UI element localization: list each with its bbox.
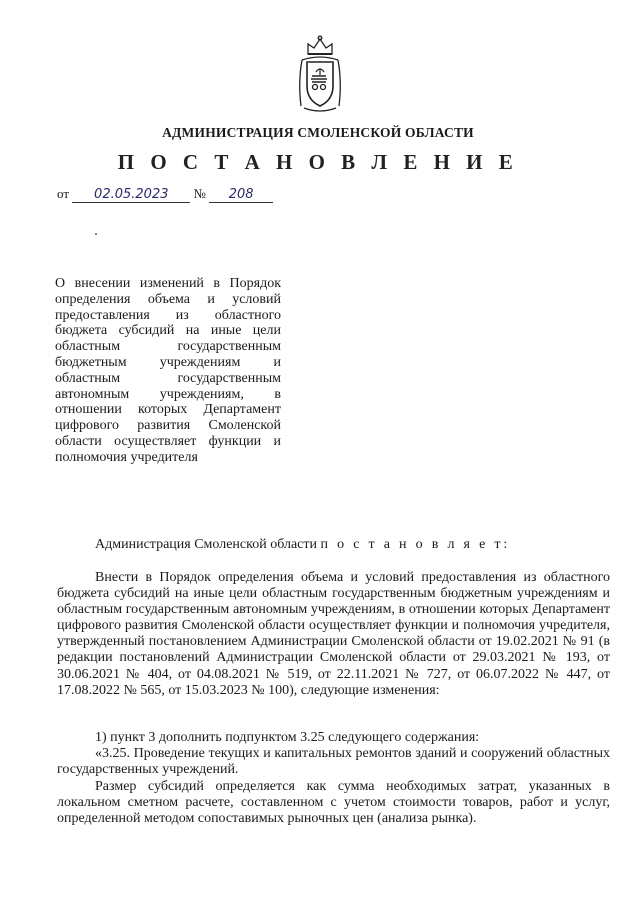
body-paragraph: 1) пункт 3 дополнить подпунктом 3.25 следующего содержания: — [95, 730, 480, 745]
document-title: О внесении изменений в Порядок определения объема и условий предоставления из областного бюджета субсидий на иные цели областным государственным бюджетным учреждениям и областным государственным автономным учреждениям, в отношении которых Департамент цифрового развития Смоленской области осуществляет функции и полномочия учредителя — [55, 276, 281, 465]
intro-line — [95, 537, 510, 553]
number-prefix: № — [193, 186, 206, 201]
body-paragraph: Внести в Порядок определения объема и условий предоставления из областного бюджета субсидий на иные цели областным государственным бюджетным учреждениям и областным государственным автономным учреждениям, в отношении которых Департамент цифрового развития Смоленской области осуществляет функции и полномочия учредителя, утвержденный постановлением Администрации Смоленской области от 19.02.2021 № 91 (в редакции постановлений Администрации Смоленской области от 29.03.2021 № 193, от 30.06.2021 № 404, от 04.08.2021 № 519, от 22.11.2021 № 727, от 06.07.2022 № 447, от 17.08.2022 № 565, от 15.03.2023 № 100), следующие изменения: — [57, 570, 610, 698]
document-number: 208 — [209, 188, 273, 203]
intro-action: п о с т а н о в л я е т: — [320, 537, 511, 552]
document-number-line — [57, 186, 273, 203]
organization-name: АДМИНИСТРАЦИЯ СМОЛЕНСКОЙ ОБЛАСТИ — [162, 125, 474, 140]
document-date: 02.05.2023 — [72, 188, 190, 203]
smolensk-coat-of-arms-icon — [294, 34, 346, 114]
document-type: П О С Т А Н О В Л Е Н И Е — [117, 150, 519, 174]
intro-lead: Администрация Смоленской области — [95, 537, 318, 552]
body-paragraph: «3.25. Проведение текущих и капитальных ремонтов зданий и сооружений областных государственных учреждений. — [57, 746, 610, 778]
date-prefix: от — [57, 186, 70, 201]
scan-speck — [95, 233, 97, 235]
body-paragraph: Размер субсидий определяется как сумма необходимых затрат, указанных в локальном сметном расчете, составленном с учетом стоимости товаров, работ и услуг, определенной методом сопоставимых рыночных цен (анализа рынка). — [57, 779, 610, 827]
